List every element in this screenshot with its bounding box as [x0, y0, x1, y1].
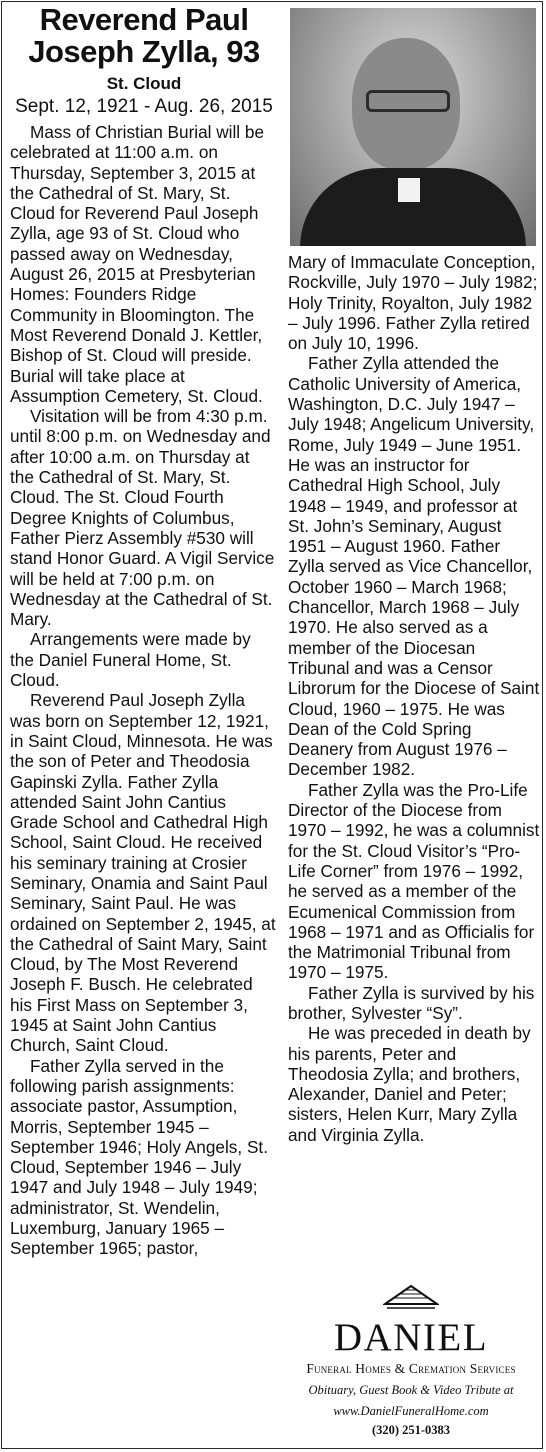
portrait-glasses: [366, 90, 450, 112]
paragraph-mass: Mass of Christian Burial will be celebrated at 11:00 a.m. on Thursday, September 3, 2015 at the Cathedral of St. Mary, St. Cloud for Reverend Paul Joseph Zylla, age 93 of St. Cloud who passed away on Wednesday, August 26, 2015 at Presbyterian Homes: Founders Ridge Community in Bloomington. The Most Reverend Donald J. Kettler, Bishop of St. Cloud will preside. Burial will take place at Assumption Cemetery, St. Cloud.: [10, 122, 265, 406]
portrait-collar: [398, 178, 420, 202]
deceased-city: St. Cloud: [106, 74, 182, 93]
obituary-header: [8, 4, 280, 118]
paragraph-assignments-continued: Mary of Immaculate Conception, Rockville, July 1970 – July 1982; Holy Trinity, Royalton, July 1982 – July 1996. Father Zylla retired on July 10, 1996.: [288, 252, 538, 354]
portrait-photo: [290, 8, 536, 246]
life-dates: Sept. 12, 1921 - Aug. 26, 2015: [15, 96, 273, 117]
deceased-name-line1: Reverend Paul: [39, 2, 249, 37]
funeral-home-logo: [280, 1284, 542, 1438]
paragraph-biography: Reverend Paul Joseph Zylla was born on September 12, 1921, in Saint Cloud, Minnesota. He was the son of Peter and Theodosia Gapinski Zylla. Father Zylla attended Saint John Cantius Grade School and Cathedral High School, Saint Cloud. He received his seminary training at Crosier Seminary, Onamia and Saint Paul Seminary, Saint Paul. He was ordained on September 2, 1945, at the Cathedral of Saint Mary, Saint Cloud, by The Most Reverend Joseph F. Busch. He celebrated his First Mass on September 3, 1945 at Saint John Cantius Church, Saint Cloud.: [10, 690, 276, 1056]
obituary-column-left: [10, 122, 278, 1259]
paragraph-arrangements: Arrangements were made by the Daniel Funeral Home, St. Cloud.: [10, 629, 251, 691]
house-icon: [383, 1284, 439, 1320]
paragraph-pro-life: Father Zylla was the Pro-Life Director of the Diocese from 1970 – 1992, he was a columnist for the St. Cloud Visitor’s “Pro-Life Corner” from 1976 – 1992, he served as a member of the Ecumenical Commission from 1968 – 1971 and as Officialis for the Matrimonial Tribunal from 1970 – 1975.: [288, 779, 540, 983]
paragraph-visitation: Visitation will be from 4:30 p.m. until 8:00 p.m. on Wednesday and after 10:00 a.m. on Thursday at the Cathedral of St. Mary, St. Cloud. The St. Cloud Fourth Degree Knights of Columbus, Father Pierz Assembly #530 will stand Honor Guard. A Vigil Service will be held at 7:00 p.m. on Wednesday at the Cathedral of St. Mary.: [10, 406, 275, 630]
paragraph-education: Father Zylla attended the Catholic University of America, Washington, D.C. July 1947 – July 1948; Angelicum University, Rome, July 1949 – June 1951. He was an instructor for Cathedral High School, July 1948 – 1949, and professor at St. John’s Seminary, August 1951 – August 1960. Father Zylla served as Vice Chancellor, October 1960 – March 1968; Chancellor, March 1968 – July 1970. He also served as a member of the Diocesan Tribunal and was a Censor Librorum for the Diocese of Saint Cloud, 1960 – 1975. He was Dean of the Cold Spring Deanery from August 1976 – December 1982.: [288, 353, 540, 780]
tribute-line: Obituary, Guest Book & Video Tribute at: [308, 1383, 514, 1397]
phone-number: (320) 251-0383: [371, 1423, 451, 1437]
paragraph-assignments: Father Zylla served in the following parish assignments: associate pastor, Assumption, Morris, September 1945 – September 1946; Holy Angels, St. Cloud, September 1946 – July 1947 and July 1948 – July 1949; administrator, St. Wendelin, Luxemburg, January 1965 – September 1965; pastor,: [10, 1055, 268, 1259]
deceased-name-line2: Joseph Zylla, 93: [28, 34, 260, 69]
paragraph-preceded: He was preceded in death by his parents, Peter and Theodosia Zylla; and brothers, Alexander, Daniel and Peter; sisters, Helen Kurr, Mary Zylla and Virginia Zylla.: [288, 1023, 531, 1145]
website-url[interactable]: www.DanielFuneralHome.com: [333, 1404, 489, 1418]
funeral-home-services: Funeral Homes & Cremation Services: [306, 1361, 516, 1376]
funeral-home-name: DANIEL: [333, 1316, 489, 1359]
paragraph-survived-by: Father Zylla is survived by his brother, Sylvester “Sy”.: [288, 982, 535, 1023]
obituary-column-right: [288, 252, 540, 1145]
